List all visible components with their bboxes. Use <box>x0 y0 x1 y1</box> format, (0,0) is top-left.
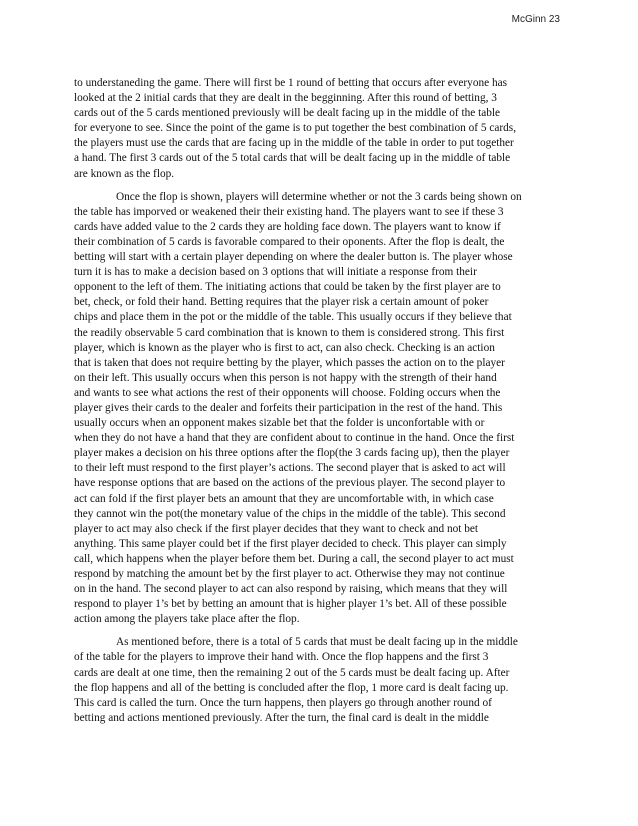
text-line: to understaneding the game. There will first be 1 round of betting that occurs after everyone has <box>74 77 508 89</box>
text-line: the flop happens and all of the betting is concluded after the flop, 1 more card is dealt facing up. <box>74 681 509 694</box>
text-line: respond by matching the amount bet by the first player to act. Otherwise they may not continue <box>74 568 505 580</box>
document-body <box>74 76 570 726</box>
text-line: of the table for the players to improve their hand with. Once the flop happens and the first 3 <box>74 651 489 664</box>
text-line: This card is called the turn. Once the turn happens, then players go through another round of <box>74 696 492 709</box>
text-line: cards are dealt at one time, then the remaining 2 out of the 5 cards must be dealt facing up. After <box>74 666 510 679</box>
text-line: bet, check, or fold their hand. Betting requires that the player risk a certain amount of poker <box>74 296 489 309</box>
text-line: anything. This same player could bet if the first player decided to check. This player can simply <box>74 537 507 550</box>
text-line: call, which happens when the player before them bet. During a call, the second player to act must <box>74 552 514 565</box>
text-line: betting and actions mentioned previously. After the turn, the final card is dealt in the middle <box>74 711 489 724</box>
text-line: for everyone to see. Since the point of the game is to put together the best combination of 5 cards, <box>74 122 517 135</box>
text-line: a hand. The first 3 cards out of the 5 total cards that will be dealt facing up in the middle of table <box>74 152 511 165</box>
text-line: have response options that are based on the actions of the previous player. The second player to <box>74 477 506 490</box>
text-line: respond to player 1’s bet by betting an amount that is higher player 1’s bet. All of these possible <box>74 598 507 611</box>
running-head: McGinn 23 <box>511 14 560 25</box>
text-line: the table has imporved or weakened their their existing hand. The players want to see if these 3 <box>74 205 504 218</box>
text-line: player, which is known as the player who is first to act, can also check. Checking is an action <box>74 341 495 354</box>
text-line: their combination of 5 cards is favorable compared to their oponents. After the flop is dealt, the <box>74 235 505 248</box>
text-line: the players must use the cards that are facing up in the middle of the table in order to put together <box>74 137 514 150</box>
paragraph <box>74 76 570 182</box>
paragraph <box>74 635 570 726</box>
text-line: cards have added value to the 2 cards they are holding face down. The players want to know if <box>74 220 501 233</box>
text-line: and wants to see what actions the rest of their opponents will choose. Folding occurs when the <box>74 386 501 399</box>
paragraph <box>74 190 570 628</box>
text-line: are known as the flop. <box>74 167 175 180</box>
text-line: action among the players take place after the flop. <box>74 613 300 626</box>
text-line: they cannot win the pot(the monetary value of the chips in the middle of the table). This second <box>74 507 506 520</box>
text-line: when they do not have a hand that they are confident about to continue in the hand. Once the first <box>74 432 515 445</box>
text-line: player makes a decision on his three options after the flop(the 3 cards facing up), then the player <box>74 447 510 460</box>
text-line: cards out of the 5 cards mentioned previously will be dealt facing up in the middle of the table <box>74 107 501 120</box>
text-line: act can fold if the first player bets an amount that they are uncomfortable with, in which case <box>74 492 494 505</box>
text-line: on in the hand. The second player to act can also respond by raising, which means that they will <box>74 583 508 596</box>
text-line: As mentioned before, there is a total of 5 cards that must be dealt facing up in the middle <box>116 636 518 649</box>
text-line: usually occurs when an opponent makes sizable bet that the folder is unconfortable with or <box>74 417 485 430</box>
text-line: turn it is has to make a decision based on 3 options that will initiate a response from their <box>74 266 477 279</box>
text-line: opponent to the left of them. The initiating actions that could be taken by the first player are to <box>74 281 501 294</box>
text-line: player to act may also check if the first player decides that they want to check and not bet <box>74 522 479 535</box>
text-line: chips and place them in the pot or the middle of the table. This usually occurs if they believe that <box>74 311 512 324</box>
text-line: to their left must respond to the first player’s actions. The second player that is asked to act will <box>74 462 506 475</box>
text-line: the readily observable 5 card combination that is known to them is considered strong. This first <box>74 326 505 339</box>
text-line: player gives their cards to the dealer and forfeits their participation in the rest of the hand. This <box>74 401 503 414</box>
text-line: looked at the 2 initial cards that they are dealt in the begginning. After this round of betting, 3 <box>74 92 497 105</box>
text-line: Once the flop is shown, players will determine whether or not the 3 cards being shown on <box>116 190 522 203</box>
text-line: betting will start with a certain player depending on where the dealer button is. The player whose <box>74 251 513 264</box>
text-line: on their left. This usually occurs when this person is not happy with the strength of their hand <box>74 371 497 384</box>
text-line: that is taken that does not require betting by the player, which passes the action on to the player <box>74 356 505 369</box>
